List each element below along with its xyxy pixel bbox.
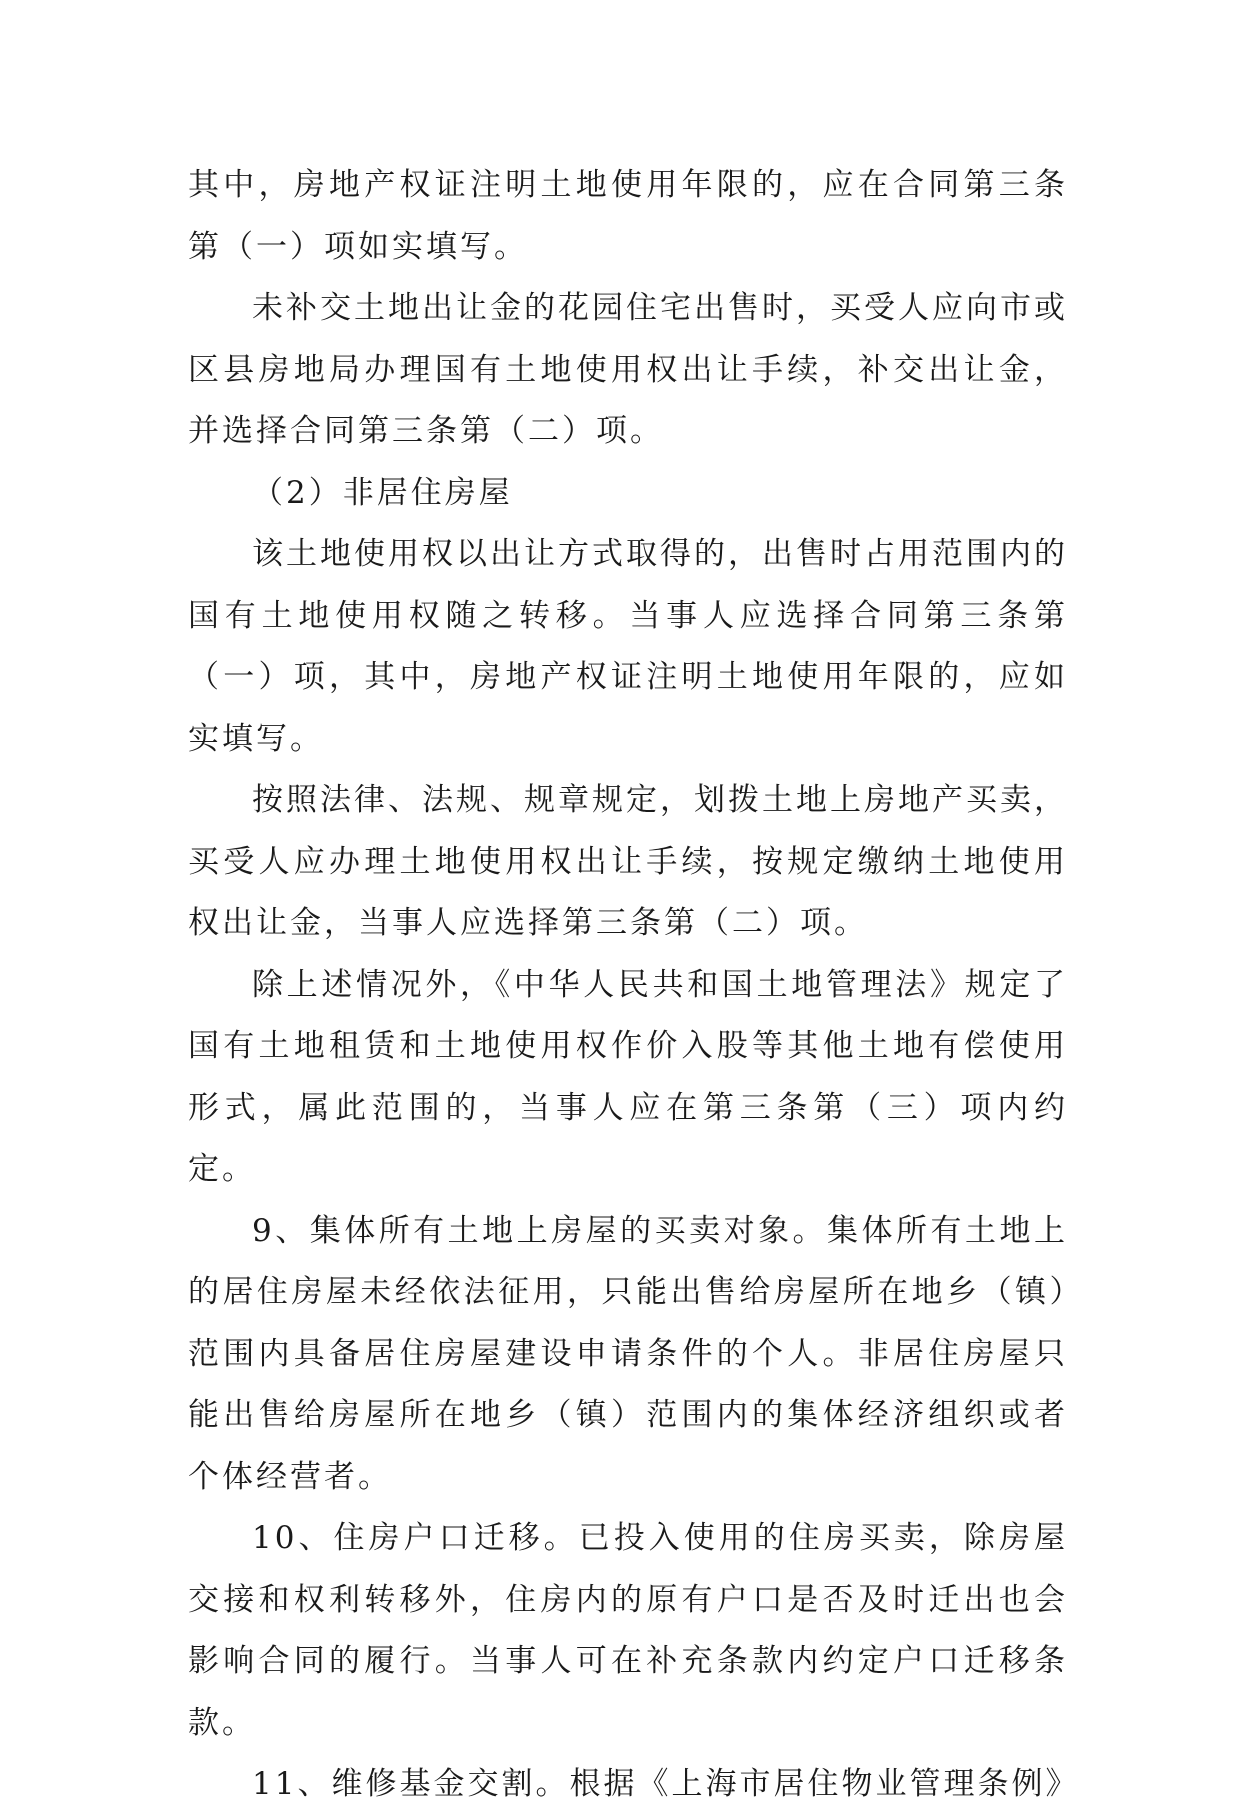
section-heading-non-residential: （2）非居住房屋 [252,474,513,511]
paragraph-item-9-collective-land: 9、集体所有土地上房屋的买卖对象。集体所有土地上的居住房屋未经依法征用，只能出售给房屋所在地乡（镇）范围内具备居住房屋建设申请条件的个人。非居住房屋只能出售给房屋所在地乡（镇）范围内的集体经济组织或者个体经营者。 [188,1212,1068,1495]
document-body [188,155,1080,1816]
paragraph-item-11-maintenance-fund: 11、维修基金交割。根据《上海市居住物业管理条例》 [252,1766,1080,1802]
paragraph-item-10-household-registration: 10、住房户口迁移。已投入使用的住房买卖，除房屋交接和权利转移外，住房内的原有户口是否及时迁出也会影响合同的履行。当事人可在补充条款内约定户口迁移条款。 [188,1520,1068,1741]
paragraph-transfer-land-use: 该土地使用权以出让方式取得的，出售时占用范围内的国有土地使用权随之转移。当事人应选择合同第三条第（一）项，其中，房地产权证注明土地使用年限的，应如实填写。 [188,536,1068,757]
paragraph-allocated-land: 按照法律、法规、规章规定，划拨土地上房地产买卖，买受人应办理土地使用权出让手续，按规定缴纳土地使用权出让金，当事人应选择第三条第（二）项。 [188,782,1068,941]
paragraph-other-forms: 除上述情况外，《中华人民共和国土地管理法》规定了国有土地租赁和土地使用权作价入股等其他土地有偿使用形式，属此范围的，当事人应在第三条第（三）项内约定。 [188,966,1068,1187]
paragraph-garden-residence: 未补交土地出让金的花园住宅出售时，买受人应向市或区县房地局办理国有土地使用权出让手续，补交出让金，并选择合同第三条第（二）项。 [188,290,1068,449]
paragraph-land-term: 其中，房地产权证注明土地使用年限的，应在合同第三条第（一）项如实填写。 [188,167,1068,265]
